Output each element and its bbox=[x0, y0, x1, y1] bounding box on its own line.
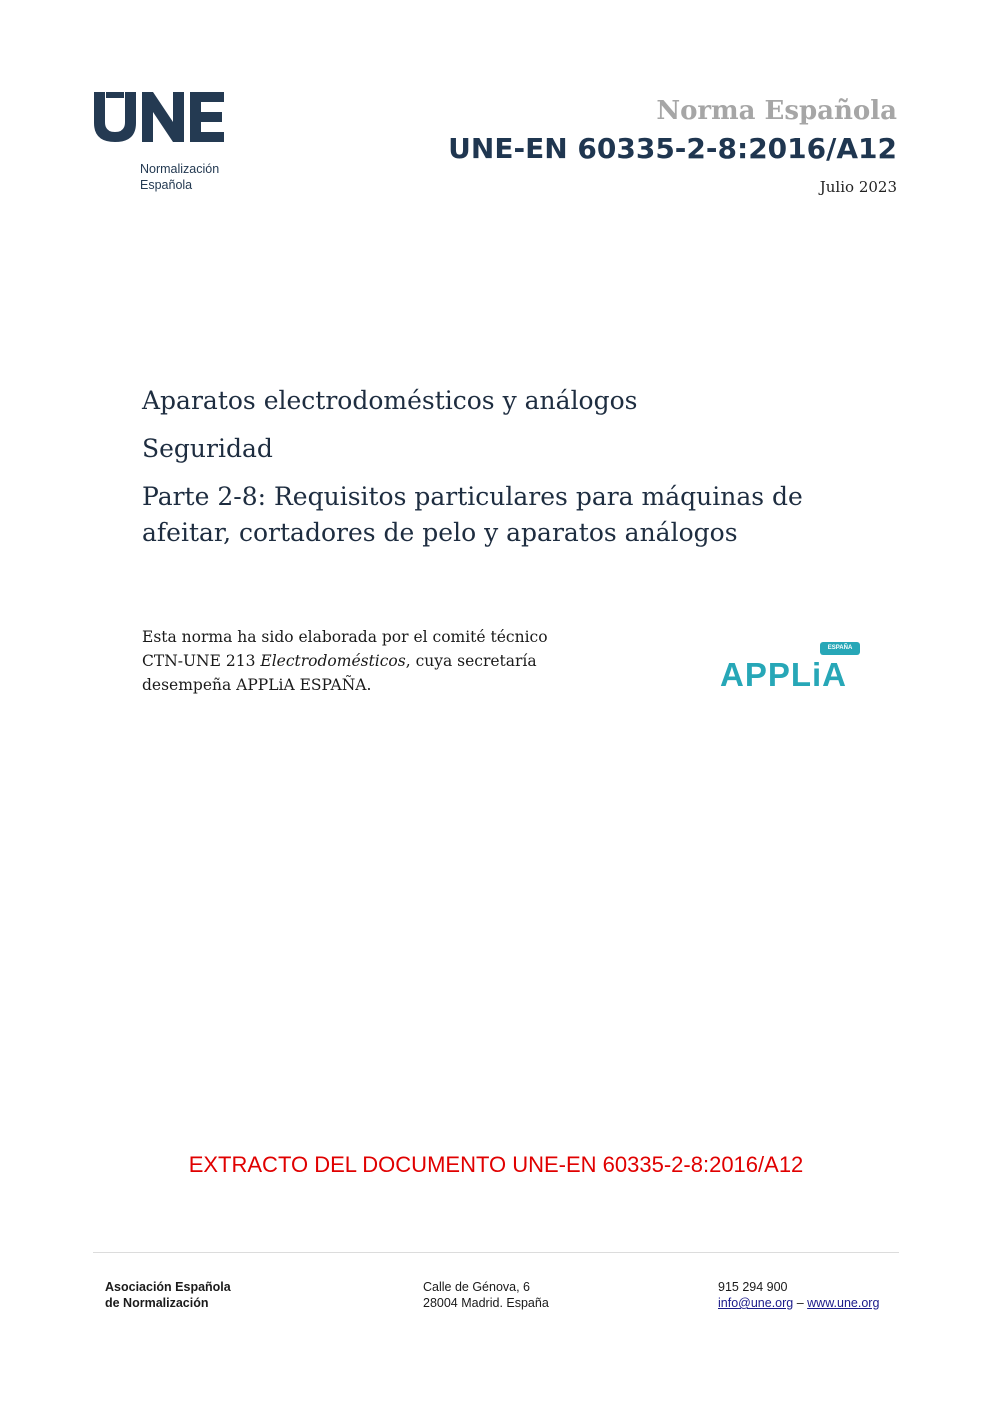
footer-addr-line1: Calle de Génova, 6 bbox=[423, 1280, 531, 1294]
committee-line-1: Esta norma ha sido elaborada por el comité técnico bbox=[142, 628, 548, 646]
applia-logo bbox=[720, 642, 865, 698]
une-sub-line1: Normalización bbox=[140, 162, 220, 176]
applia-badge: ESPAÑA bbox=[820, 642, 860, 655]
publication-date: Julio 2023 bbox=[819, 178, 897, 196]
une-sub-line2: Española bbox=[140, 178, 193, 192]
title-line-3a: Parte 2-8: Requisitos particulares para máquinas de bbox=[142, 482, 803, 511]
committee-line-2-suffix: , cuya secretaría bbox=[405, 652, 537, 670]
footer-org-line1: Asociación Española bbox=[105, 1280, 231, 1294]
extract-notice: EXTRACTO DEL DOCUMENTO UNE-EN 60335-2-8:2016/A12 bbox=[188, 1152, 804, 1177]
footer-link-separator: – bbox=[793, 1296, 808, 1310]
committee-name: Electrodomésticos bbox=[260, 652, 406, 670]
footer-phone: 915 294 900 bbox=[718, 1280, 788, 1294]
footer-organization bbox=[105, 1279, 231, 1311]
footer-addr-line2: 28004 Madrid. España bbox=[423, 1296, 549, 1310]
une-wordmark-graphic bbox=[92, 88, 232, 148]
footer-divider bbox=[93, 1252, 899, 1253]
footer-links bbox=[718, 1295, 879, 1311]
footer-contact bbox=[718, 1279, 879, 1311]
une-logo bbox=[92, 88, 232, 198]
committee-line-3: desempeña APPLiA ESPAÑA. bbox=[142, 676, 372, 694]
applia-wordmark: APPLiA bbox=[720, 656, 848, 693]
committee-line-2 bbox=[142, 652, 537, 670]
norma-code: UNE-EN 60335-2-8:2016/A12 bbox=[448, 132, 897, 165]
email-link[interactable]: info@une.org bbox=[718, 1296, 794, 1310]
title-line-3b: afeitar, cortadores de pelo y aparatos análogos bbox=[142, 518, 738, 547]
website-link[interactable]: www.une.org bbox=[807, 1296, 880, 1310]
norma-label: Norma Española bbox=[656, 96, 897, 126]
footer-org-line2: de Normalización bbox=[105, 1296, 209, 1310]
title-line-2: Seguridad bbox=[142, 434, 273, 463]
committee-code: CTN-UNE 213 bbox=[142, 652, 261, 670]
footer-address bbox=[423, 1279, 549, 1311]
title-line-1: Aparatos electrodomésticos y análogos bbox=[142, 386, 638, 415]
